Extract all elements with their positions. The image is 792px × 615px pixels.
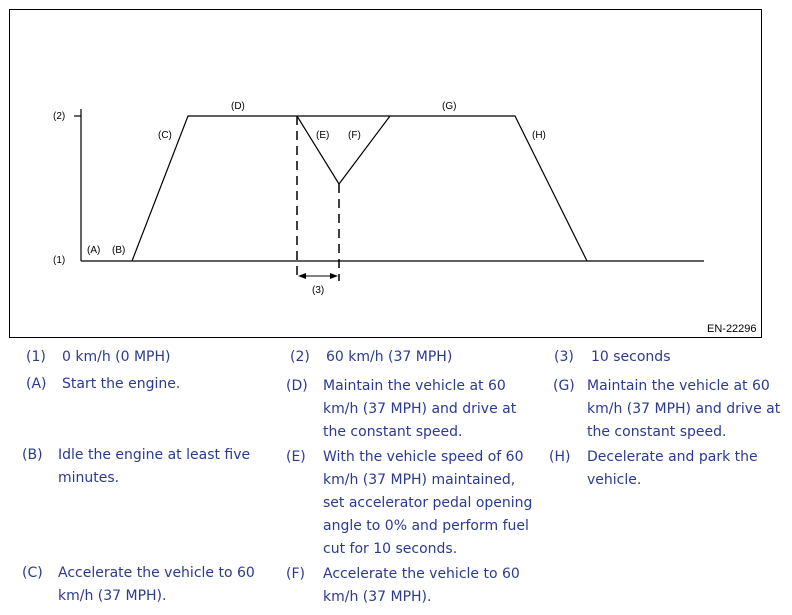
interval-arrowhead-right [330,273,338,279]
figure-id: EN-22296 [707,323,757,335]
phase-label-e: (E) [316,130,330,141]
speed-profile-svg [10,10,763,339]
legend-code: (G) [553,378,575,394]
interval-arrowhead-left [298,273,306,279]
phase-label-h: (H) [532,130,546,141]
phase-label-a: (A) [87,245,101,256]
legend-code: (C) [22,565,43,581]
legend-code: (H) [549,449,571,465]
legend-code: (1) [26,349,46,365]
legend-text: 60 km/h (37 MPH) [326,349,453,365]
legend-text: 0 km/h (0 MPH) [62,349,171,365]
legend-text: Decelerate and park the vehicle. [587,449,758,488]
phase-label-f: (F) [348,130,361,141]
y-label-low: (1) [53,255,66,266]
legend-text: Accelerate the vehicle to 60 km/h (37 MPH). [323,566,520,605]
phase-label-d: (D) [231,101,245,112]
legend-code: (2) [290,349,310,365]
legend-text: Accelerate the vehicle to 60 km/h (37 MPH). [58,565,255,604]
y-label-high: (2) [53,111,66,122]
legend-text: Start the engine. [62,376,181,392]
legend-code: (F) [286,566,305,582]
legend-text: Idle the engine at least five minutes. [58,447,251,486]
legend-code: (D) [286,378,308,394]
legend-code: (E) [286,449,306,465]
legend-text: Maintain the vehicle at 60 km/h (37 MPH) and drive at the constant speed. [323,378,517,440]
phase-label-b: (B) [112,245,126,256]
legend-code: (B) [22,447,43,463]
speed-profile-diagram [9,9,762,338]
phase-label-c: (C) [158,130,172,141]
legend-text: With the vehicle speed of 60 km/h (37 MPH) maintained, set accelerator pedal opening angle to 0% and perform fuel cut for 10 seconds. [323,449,533,557]
legend-code: (3) [554,349,574,365]
phase-label-g: (G) [442,101,457,112]
legend-text: 10 seconds [591,349,671,365]
legend-text: Maintain the vehicle at 60 km/h (37 MPH) and drive at the constant speed. [587,378,781,440]
interval-label: (3) [312,285,325,296]
legend-code: (A) [26,376,47,392]
